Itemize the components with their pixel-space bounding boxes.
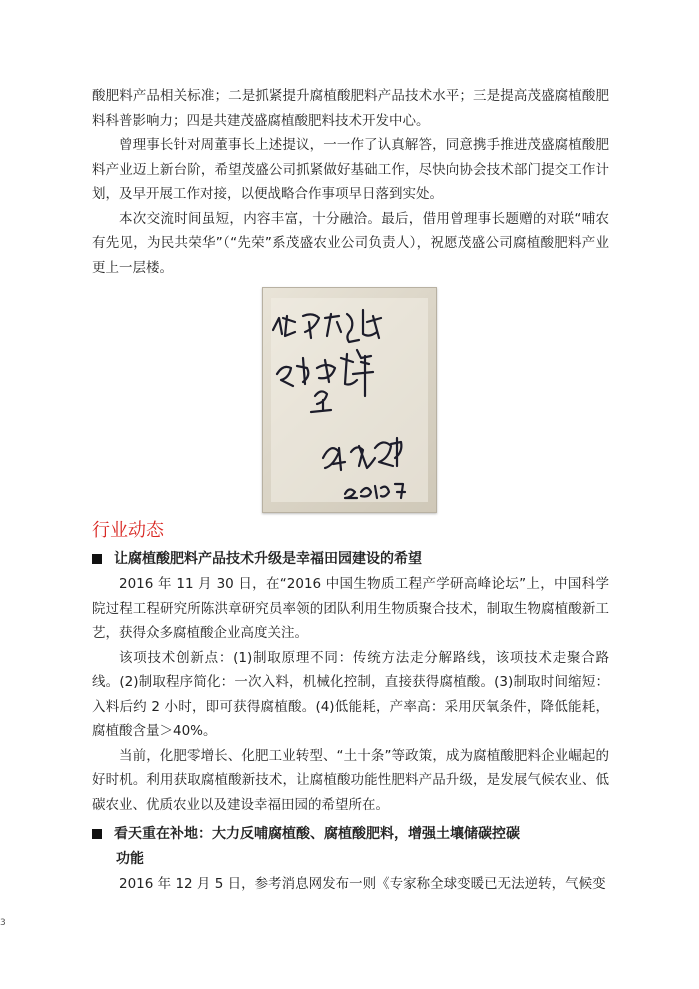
paragraph-continued: 酸肥料产品相关标准；二是抓紧提升腐植酸肥料产品技术水平；三是提高茂盛腐植酸肥料科普影响力；四是共建茂盛腐植酸肥料技术开发中心。 xyxy=(92,88,609,129)
article2-heading xyxy=(92,822,612,871)
square-bullet-icon xyxy=(92,829,102,839)
article2-heading-line1: 看天重在补地：大力反哺腐植酸、腐植酸肥料，增强土壤储碳控碳 xyxy=(114,826,520,842)
section-title: 行业动态 xyxy=(92,520,164,541)
square-bullet-icon xyxy=(92,554,102,564)
calligraphy-image xyxy=(263,288,436,512)
article2-body xyxy=(92,872,609,897)
article1-body xyxy=(92,572,609,817)
article1-paragraph: 当前，化肥零增长、化肥工业转型、“土十条”等政策，成为腐植酸肥料企业崛起的好时机。利用获取腐植酸新技术，让腐植酸功能性肥料产品升级，是发展气候农业、低碳农业、优质农业以及建设幸福田园的希望所在。 xyxy=(92,747,609,813)
page-number: 3 xyxy=(0,918,6,928)
article1-paragraph: 该项技术创新点：(1)制取原理不同：传统方法走分解路线，该项技术走聚合路线。(2)制取程序简化：一次入料，机械化控制，直接获得腐植酸。(3)制取时间缩短：入料后约 2 小时，即可获得腐植酸。(4)低能耗，产率高：采用厌氧条件，降低能耗，腐植酸含量＞40%。 xyxy=(92,649,609,739)
paragraph-reply: 曾理事长针对周董事长上述提议，一一作了认真解答，同意携手推进茂盛腐植酸肥料产业迈上新台阶，希望茂盛公司抓紧做好基础工作，尽快向协会技术部门提交工作计划，及早开展工作对接，以便战略合作事项早日落到实处。 xyxy=(92,137,609,202)
article2-paragraph: 2016 年 12 月 5 日，参考消息网发布一则《专家称全球变暖已无法逆转，气候变 xyxy=(119,876,606,892)
paragraph-closing: 本次交流时间虽短，内容丰富，十分融洽。最后，借用曾理事长题赠的对联“哺农有先见，为民共荣华”（“先荣”系茂盛农业公司负责人），祝愿茂盛公司腐植酸肥料产业更上一层楼。 xyxy=(92,210,609,276)
calligraphy-photo xyxy=(262,287,437,513)
top-text-block xyxy=(92,84,609,280)
article1-heading-text: 让腐植酸肥料产品技术升级是幸福田园建设的希望 xyxy=(114,551,422,567)
article2-heading-line2: 功能 xyxy=(116,850,144,867)
article1-heading xyxy=(92,547,612,572)
article1-paragraph: 2016 年 11 月 30 日，在“2016 中国生物质工程产学研高峰论坛”上，中国科学院过程工程研究所陈洪章研究员率领的团队利用生物质聚合技术，制取生物腐植酸新工艺，获得众多腐植酸企业高度关注。 xyxy=(92,576,609,641)
